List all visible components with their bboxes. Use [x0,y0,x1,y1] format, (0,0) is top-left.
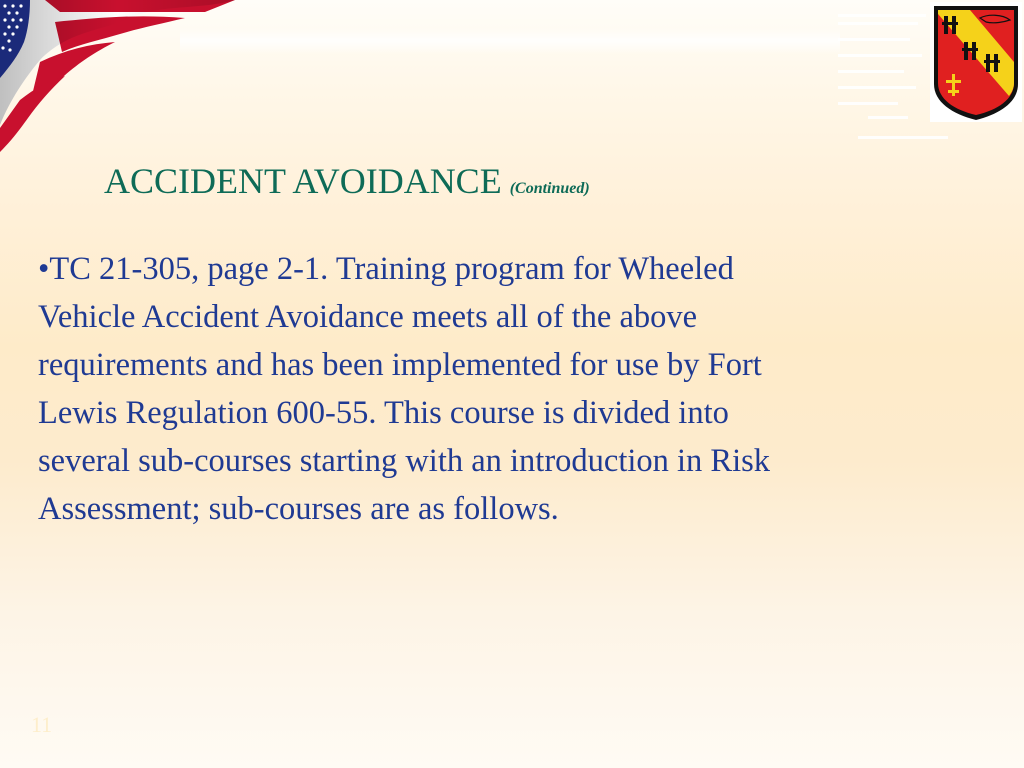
body-line: Assessment; sub-courses are as follows. [38,491,559,527]
slide-title [104,160,590,202]
body-line: •TC 21-305, page 2-1. Training program for Wheeled [38,251,734,287]
body-line: requirements and has been implemented for use by Fort [38,347,762,383]
american-flag-icon [0,0,260,160]
slide-body [38,245,958,533]
body-line: Vehicle Accident Avoidance meets all of the above [38,299,698,335]
title-suffix: (Continued) [509,180,590,197]
header-ribbon [180,28,840,54]
body-line: Lewis Regulation 600-55. This course is divided into [38,395,729,431]
crest-stripes-decoration [838,8,934,138]
page-number: 11 [31,712,53,737]
title-text: ACCIDENT AVOIDANCE [104,161,502,201]
body-line: several sub-courses starting with an introduction in Risk [38,443,771,479]
unit-crest-icon [930,2,1022,122]
